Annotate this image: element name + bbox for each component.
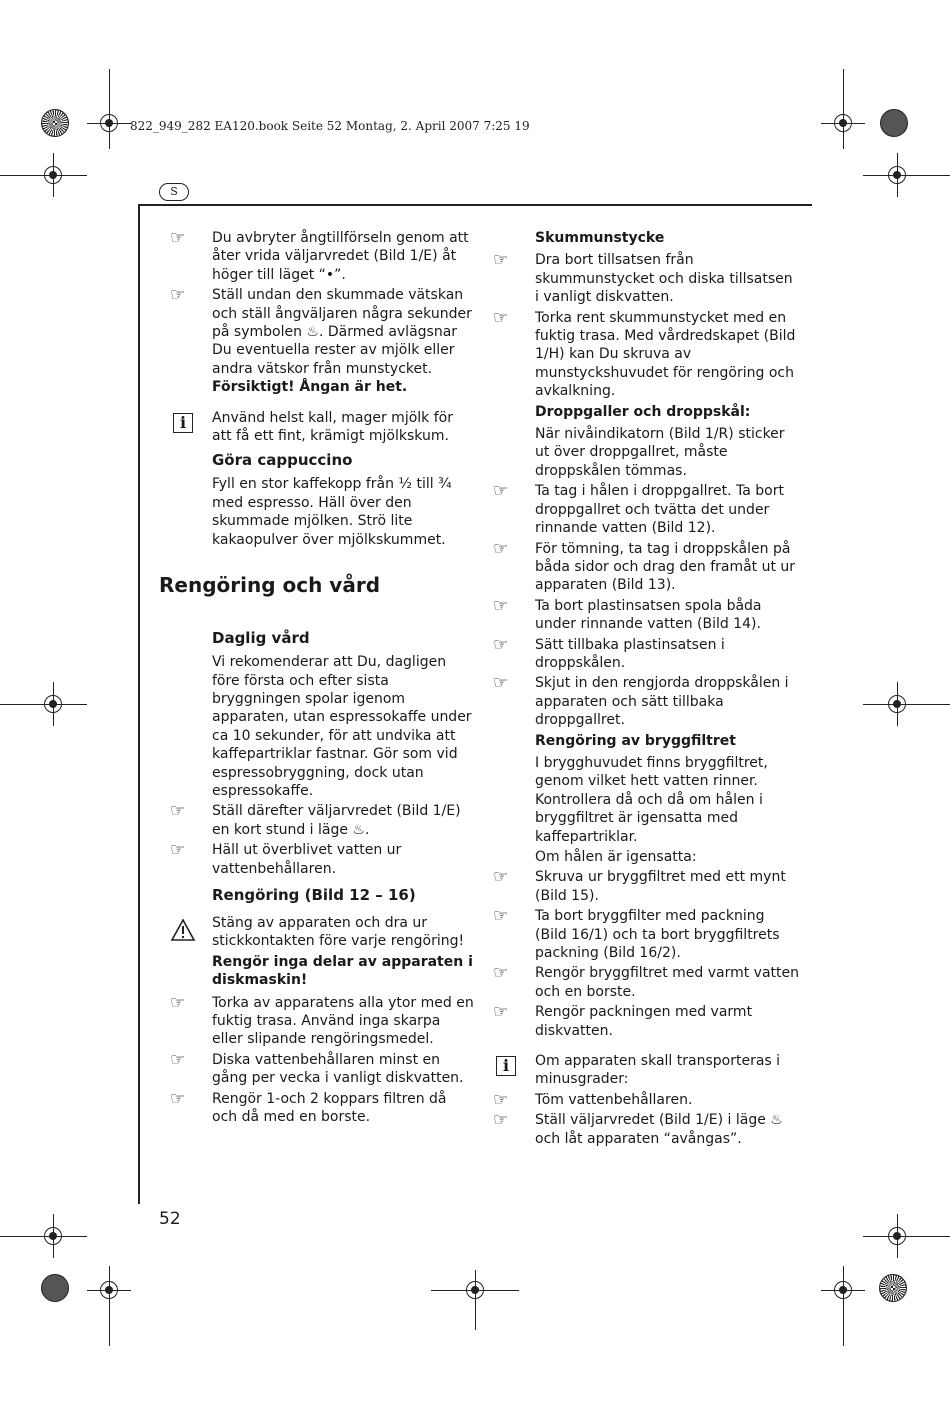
step-text: Ställ undan den skummade vätskan och ställ ångväljaren några sekunder på symbolen ♨. Därmed avlägsnar Du eventuella rester av mjölk eller andra vätskor från munstycket. xyxy=(212,287,472,377)
pointing-hand-icon: ☞ xyxy=(493,1002,509,1023)
step-item xyxy=(170,1049,474,1088)
pointing-hand-icon: ☞ xyxy=(493,1089,509,1110)
pointing-hand-icon: ☞ xyxy=(493,673,509,694)
cappuccino-text: Fyll en stor kaffekopp från ½ till ¾ med espresso. Häll över den skummade mjölken. Strö lite kakaopulver över mjölkskummet. xyxy=(212,476,452,548)
step-text: Skruva ur bryggfiltret med ett mynt (Bild 15). xyxy=(535,869,786,904)
step-item xyxy=(170,801,474,839)
step-text: Diska vattenbehållaren minst en gång per vecka i vanligt diskvatten. xyxy=(212,1051,464,1087)
step-item xyxy=(493,673,800,729)
warning-text: Försiktigt! Ångan är het. xyxy=(212,379,408,396)
pointing-hand-icon: ☞ xyxy=(170,840,186,861)
drip-heading: Droppgaller och droppskål: xyxy=(535,403,751,420)
pointing-hand-icon: ☞ xyxy=(493,481,509,502)
step-item xyxy=(493,906,800,962)
filter-heading: Rengöring av bryggfiltret xyxy=(535,732,736,749)
right-column xyxy=(493,229,800,1150)
drip-text: När nivåindikatorn (Bild 1/R) sticker ut över droppgallret, måste droppskålen tömmas. xyxy=(535,426,785,479)
step-item xyxy=(493,250,800,306)
left-column xyxy=(170,228,474,1128)
section-title: Rengöring och vård xyxy=(159,573,381,597)
step-item xyxy=(170,992,474,1049)
pointing-hand-icon: ☞ xyxy=(493,538,509,559)
step-text: Sätt tillbaka plastinsatsen i droppskålen. xyxy=(535,636,725,671)
pointing-hand-icon: ☞ xyxy=(170,992,186,1013)
pointing-hand-icon: ☞ xyxy=(170,801,186,822)
pointing-hand-icon: ☞ xyxy=(493,250,509,271)
print-header: 822_949_282 EA120.book Seite 52 Montag, 2. April 2007 7:25 19 xyxy=(130,119,530,133)
step-text: Torka av apparatens alla ytor med en fuktig trasa. Använd inga skarpa eller slipande rengöringsmedel. xyxy=(212,994,474,1048)
info-text: Om apparaten skall transporteras i minusgrader: xyxy=(535,1053,781,1088)
info-item xyxy=(502,1052,800,1089)
pointing-hand-icon: ☞ xyxy=(170,228,186,248)
step-text: Ställ därefter väljarvredet (Bild 1/E) en kort stund i läge ♨. xyxy=(212,803,461,838)
filter-text-2: Om hålen är igensatta: xyxy=(535,849,697,865)
dishwasher-warning: Rengör inga delar av apparaten i diskmaskin! xyxy=(212,953,473,989)
pointing-hand-icon: ☞ xyxy=(493,906,509,927)
step-text: Töm vattenbehållaren. xyxy=(535,1091,693,1108)
step-text: För tömning, ta tag i droppskålen på båda sidor och drag den framåt ut ur apparaten (Bild 13). xyxy=(535,540,796,594)
step-item xyxy=(493,963,800,1001)
step-item xyxy=(170,228,474,284)
step-text: Rengör bryggfiltret med varmt vatten och en borste. xyxy=(535,965,800,1000)
step-item xyxy=(170,840,474,878)
step-item xyxy=(493,1110,800,1148)
daily-care-heading: Daglig vård xyxy=(212,629,310,648)
daily-care-text: Vi rekomenderar att Du, dagligen före första och efter sista bryggningen spolar igenom apparaten, utan espressokaffe under ca 10 sekunder, för att undvika att kaffepartriklar fastnar. Gör som vid espressobryggning, dock utan espressokaffe. xyxy=(212,654,472,799)
step-item xyxy=(170,285,474,396)
warning-item xyxy=(212,914,474,951)
step-text: Ställ väljarvredet (Bild 1/E) i läge ♨ och låt apparaten “avångas”. xyxy=(535,1112,783,1147)
warning-text: Stäng av apparaten och dra ur stickkontakten före varje rengöring! xyxy=(212,914,465,950)
step-item xyxy=(493,538,800,595)
language-badge: S xyxy=(159,183,189,201)
step-text: Rengör 1-och 2 koppars filtren då och då med en borste. xyxy=(212,1090,447,1126)
step-item xyxy=(493,307,800,401)
step-text: Ta bort plastinsatsen spola båda under rinnande vatten (Bild 14). xyxy=(535,597,762,633)
pointing-hand-icon: ☞ xyxy=(170,1049,186,1070)
pointing-hand-icon: ☞ xyxy=(493,634,509,655)
pointing-hand-icon: ☞ xyxy=(170,285,186,306)
step-text: Ta tag i hålen i droppgallret. Ta bort droppgallret och tvätta det under rinnande vatten (Bild 12). xyxy=(535,483,784,537)
skum-heading: Skummunstycke xyxy=(535,230,665,246)
step-item xyxy=(493,595,800,634)
step-text: Torka rent skummunstycket med en fuktig trasa. Med vårdredskapet (Bild 1/H) kan Du skruva av munstyckshuvudet för rengöring och avkalkning. xyxy=(535,309,796,400)
pointing-hand-icon: ☞ xyxy=(493,307,509,328)
pointing-hand-icon: ☞ xyxy=(493,963,509,984)
step-item xyxy=(493,1089,800,1110)
cleaning-heading: Rengöring (Bild 12 – 16) xyxy=(212,885,416,904)
step-item xyxy=(170,1088,474,1127)
left-rule xyxy=(138,204,140,1204)
step-item xyxy=(493,867,800,905)
step-text: Ta bort bryggfilter med packning (Bild 16/1) och ta bort bryggfiltrets packning (Bild 16/2). xyxy=(535,908,780,962)
warning-triangle-icon xyxy=(170,918,196,942)
step-text: Rengör packningen med varmt diskvatten. xyxy=(535,1004,753,1039)
step-item xyxy=(493,634,800,673)
step-text: Dra bort tillsatsen från skummunstycket och diska tillsatsen i vanligt diskvatten. xyxy=(535,252,793,306)
pointing-hand-icon: ☞ xyxy=(493,1110,509,1131)
pointing-hand-icon: ☞ xyxy=(170,1088,186,1109)
info-icon: i xyxy=(496,1056,516,1076)
step-item xyxy=(493,1002,800,1040)
step-text: Skjut in den rengjorda droppskålen i apparaten och sätt tillbaka droppgallret. xyxy=(535,675,789,729)
pointing-hand-icon: ☞ xyxy=(493,867,509,888)
step-text: Häll ut överblivet vatten ur vattenbehållaren. xyxy=(212,842,402,877)
page-number: 52 xyxy=(159,1209,181,1229)
step-item xyxy=(493,481,800,537)
pointing-hand-icon: ☞ xyxy=(493,595,509,616)
info-text: Använd helst kall, mager mjölk för att få ett fint, krämigt mjölkskum. xyxy=(212,409,453,445)
top-rule xyxy=(138,204,812,206)
info-item xyxy=(179,409,474,446)
step-text: Du avbryter ångtillförseln genom att åter vrida väljarvredet (Bild 1/E) åt höger till läget “•”. xyxy=(212,230,469,283)
cappuccino-heading: Göra cappuccino xyxy=(212,451,353,470)
info-icon: i xyxy=(173,413,193,433)
filter-text: I brygghuvudet finns bryggfiltret, genom vilket hett vatten rinner. Kontrollera då och då om hålen i bryggfiltret är igensatta med kaffepartriklar. xyxy=(535,754,768,845)
